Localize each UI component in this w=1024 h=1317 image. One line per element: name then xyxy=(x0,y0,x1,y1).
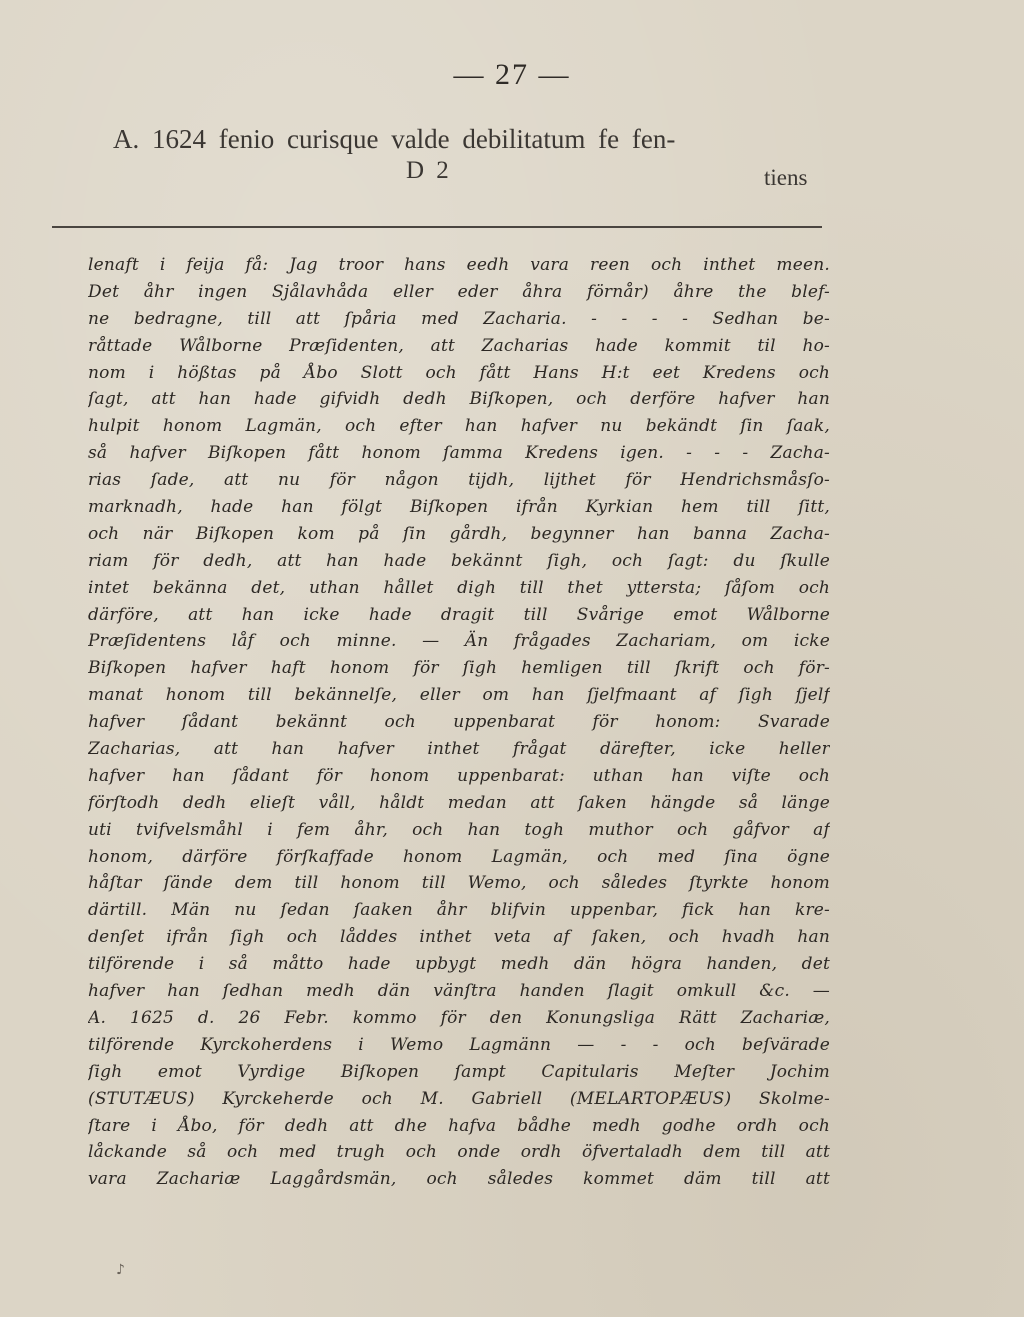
text-line: rias ſade, att nu för någon tijdh, lijthet för Hendrichsmåsſo- xyxy=(88,470,830,491)
horizontal-rule xyxy=(52,226,822,228)
text-line: intet bekänna det, uthan hållet digh till thet yttersta; ſåſom och xyxy=(88,577,830,598)
signature-mark: D 2 xyxy=(406,157,452,184)
text-line: råttade Wålborne Præſidenten, att Zacharias hade kommit til ho- xyxy=(88,335,830,356)
text-line: manat honom till bekännelſe, eller om han ſjelfmaant af ſigh ſjelf xyxy=(88,685,830,706)
text-line: så hafver Biſkopen fått honom ſamma Kredens igen. - - - Zacha- xyxy=(88,443,830,464)
latin-heading-line: A. 1624 fenio curisque valde debilitatum fe fen- xyxy=(113,124,676,154)
text-line: därtill. Män nu ſedan ſaaken åhr blifvin uppenbar, fick han kre- xyxy=(88,900,830,921)
bottom-mark: ♪ xyxy=(116,1262,125,1278)
text-line: och när Biſkopen kom på ſin gårdh, begynner han banna Zacha- xyxy=(88,523,830,544)
text-line: låckande så och med trugh och onde ordh öfvertaladh dem till att xyxy=(88,1142,830,1163)
text-line: ſigh emot Vyrdige Biſkopen ſampt Capitularis Meſter Jochim xyxy=(88,1061,830,1082)
text-line: tilförende Kyrckoherdens i Wemo Lagmänn — - - och beſvärade xyxy=(88,1034,830,1055)
text-line: Det åhr ingen Sjålavhåda eller eder åhra förnår) åhre the blef- xyxy=(88,281,830,302)
text-line: förſtodh dedh elieſt våll, håldt medan att ſaken hängde så länge xyxy=(88,792,830,813)
page-number: — 27 — xyxy=(453,58,571,91)
text-line: ne bedragne, till att ſpåria med Zacharia. - - - - Sedhan be- xyxy=(88,308,830,329)
text-line: ſagt, att han hade gifvidh dedh Biſkopen, och derföre hafver han xyxy=(88,389,830,410)
text-line: denſet ifrån ſigh och låddes inthet veta af ſaken, och hvadh han xyxy=(88,927,830,948)
text-line: (STUTÆUS) Kyrckeherde och M. Gabriell (MELARTOPÆUS) Skolme- xyxy=(88,1088,830,1109)
text-line: hulpit honom Lagmän, och efter han hafver nu bekändt ſin ſaak, xyxy=(88,416,830,437)
text-line: håſtar ſände dem till honom till Wemo, och således ſtyrkte honom xyxy=(88,873,830,894)
text-line: hafver han ſådant för honom uppenbarat: uthan han viſte och xyxy=(88,765,830,786)
text-line: därföre, att han icke hade dragit till Svårige emot Wålborne xyxy=(88,604,830,625)
text-line: marknadh, hade han fölgt Biſkopen ifrån Kyrkian hem till ſitt, xyxy=(88,497,830,518)
text-line: nom i hößtas på Åbo Slott och fått Hans H:t eet Kredens och xyxy=(88,362,830,383)
text-line: Biſkopen hafver haft honom för ſigh hemligen till ſkrift och för- xyxy=(88,658,830,679)
catchword: tiens xyxy=(764,165,808,190)
text-line: Zacharias, att han hafver inthet frågat därefter, icke heller xyxy=(88,739,830,760)
text-line: hafver han ſedhan medh dän vänſtra handen ſlagit omkull &c. — xyxy=(88,981,830,1002)
text-line: A. 1625 d. 26 Febr. kommo för den Konungsliga Rätt Zachariæ, xyxy=(88,1007,830,1028)
text-line: riam för dedh, att han hade bekännt ſigh, och ſagt: du ſkulle xyxy=(88,550,830,571)
text-line: ſtare i Åbo, för dedh att dhe hafva bådhe medh godhe ordh och xyxy=(88,1115,830,1136)
body-text xyxy=(88,252,830,1193)
text-line: lenaft i feija få: Jag troor hans eedh vara reen och inthet meen. xyxy=(88,255,830,275)
text-line: tilförende i så måtto hade upbygt medh dän högra handen, det xyxy=(88,954,830,975)
text-line: Præſidentens låf och minne. — Än frågades Zachariam, om icke xyxy=(88,631,830,652)
text-line: honom, därföre förſkaffade honom Lagmän, och med ſina ögne xyxy=(88,846,830,867)
text-line: uti tvifvelsmåhl i fem åhr, och han togh muthor och gåfvor af xyxy=(88,819,830,840)
text-line: hafver ſådant bekännt och uppenbarat för honom: Svarade xyxy=(88,712,830,733)
text-line: vara Zachariæ Laggårdsmän, och således kommet däm till att xyxy=(88,1169,830,1190)
